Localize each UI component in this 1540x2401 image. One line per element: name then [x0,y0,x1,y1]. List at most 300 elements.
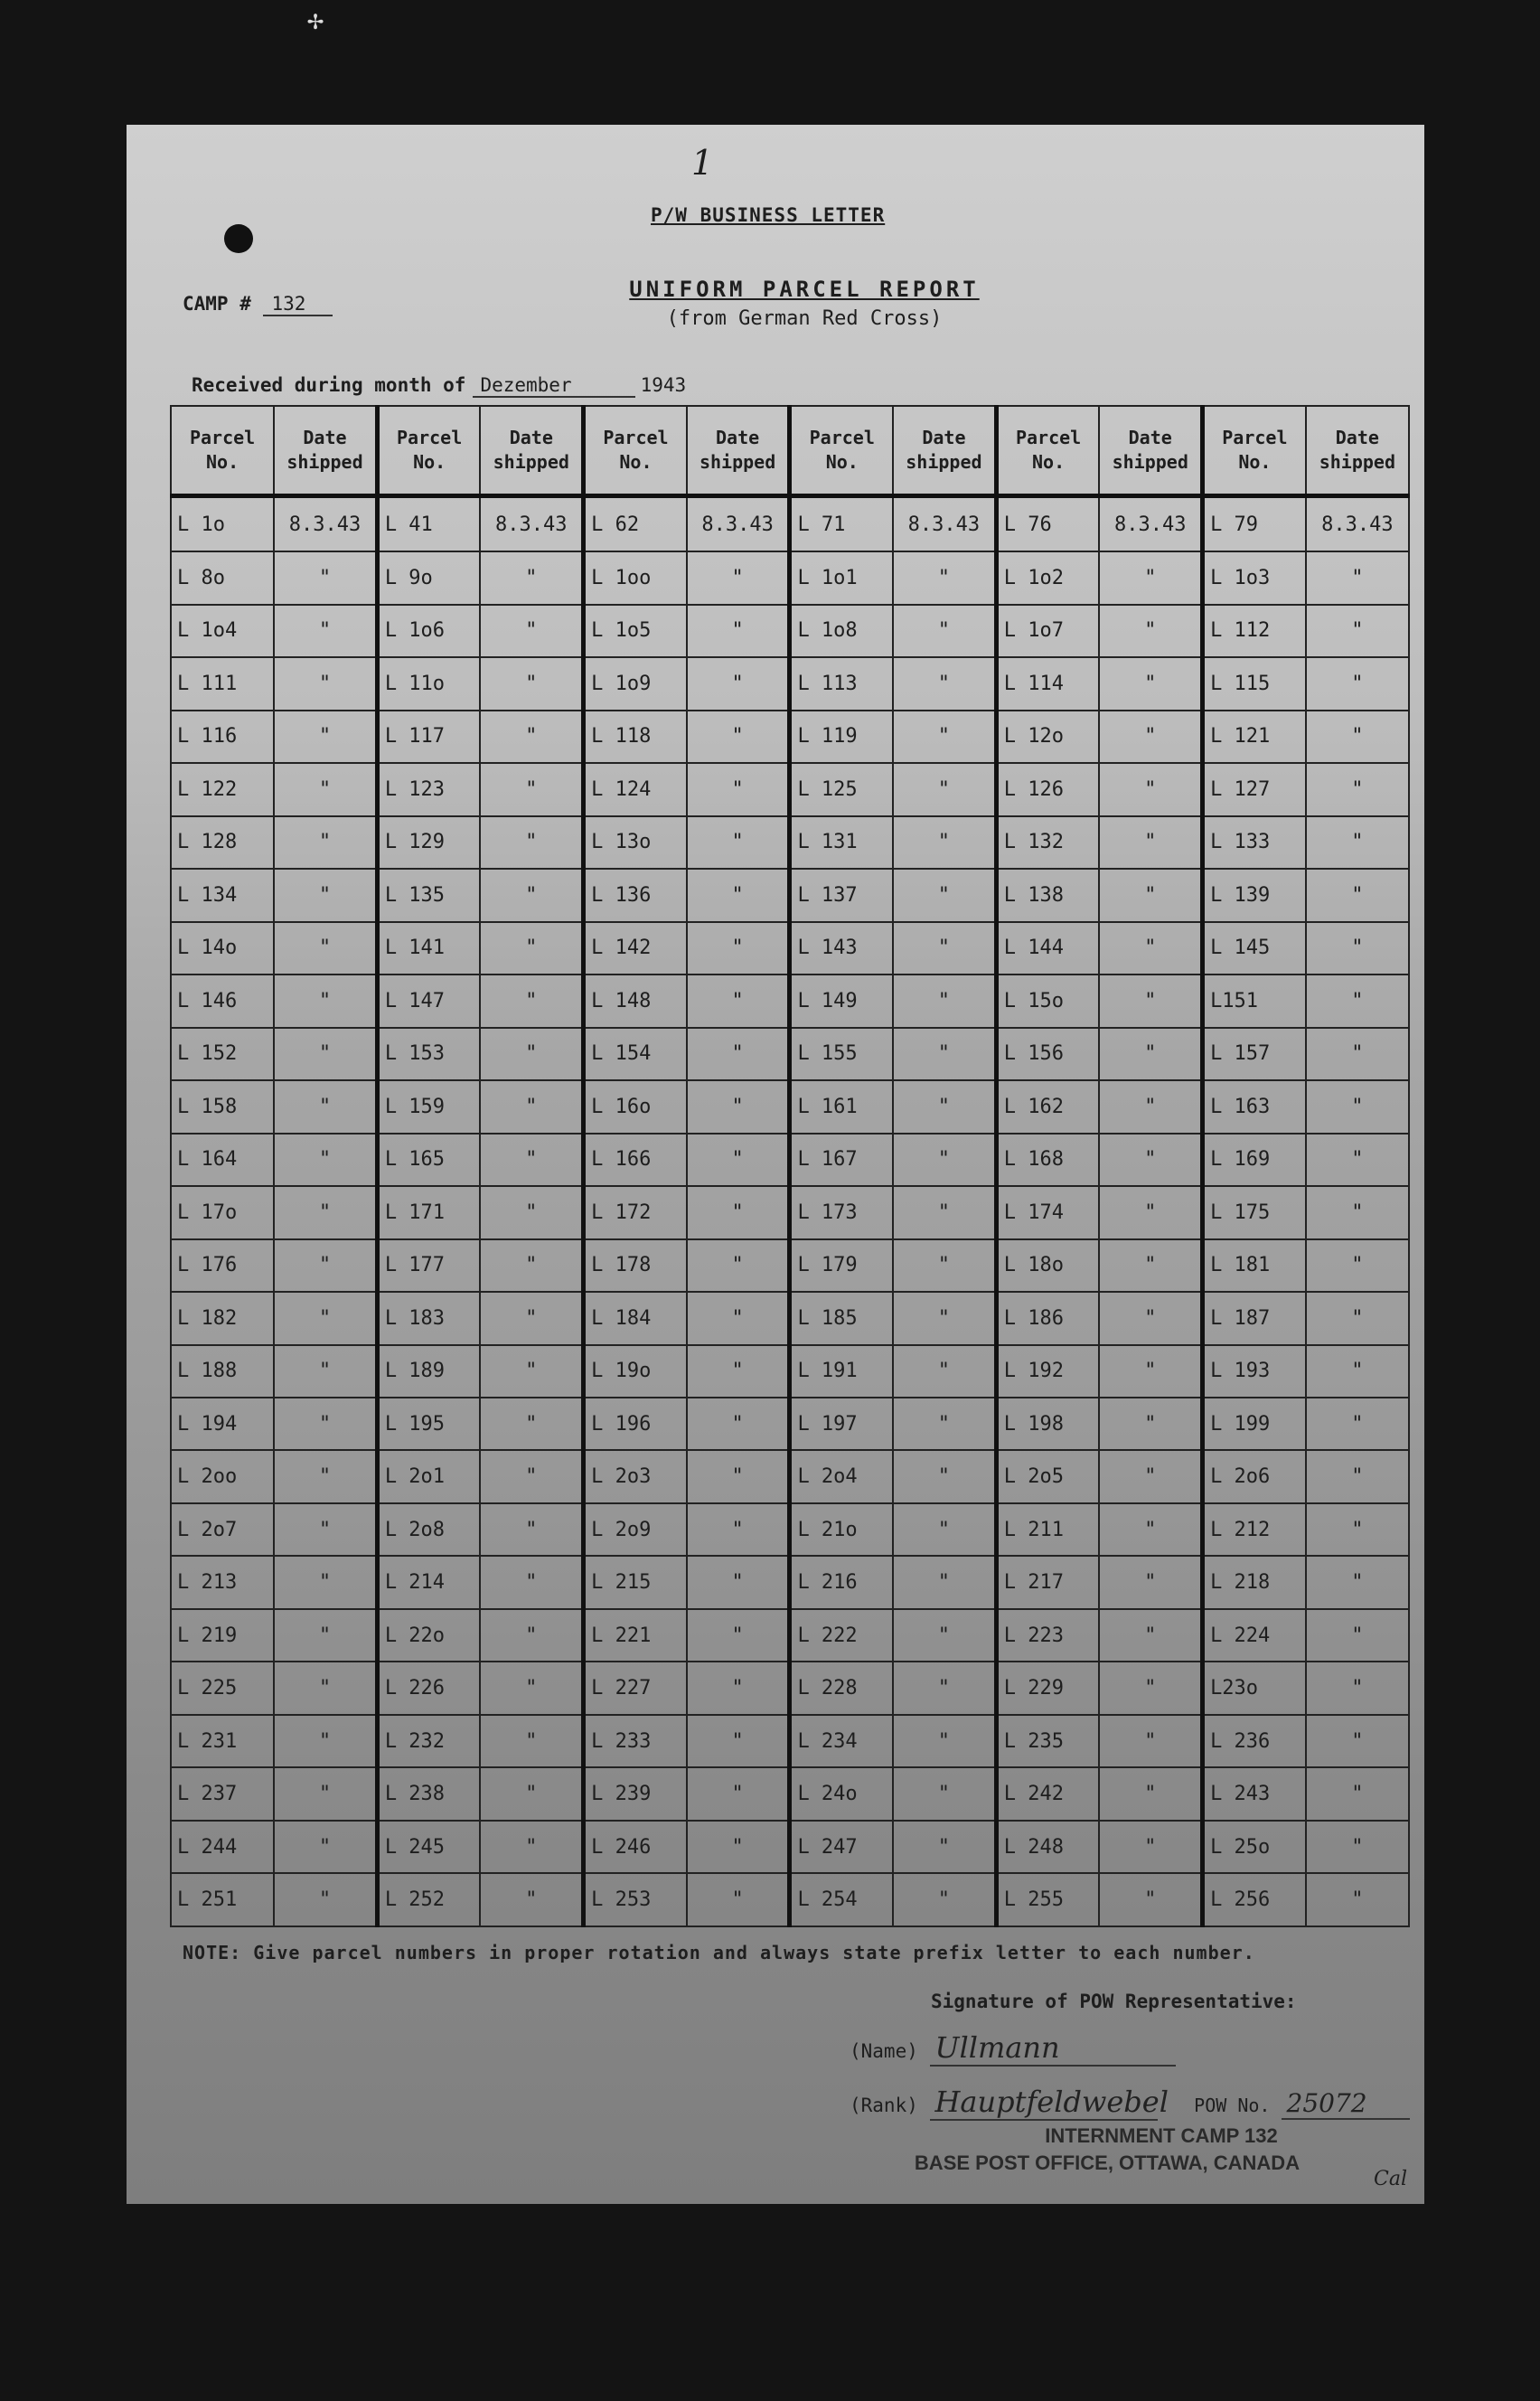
date-shipped-cell: " [1306,1873,1409,1926]
parcel-table-header [171,406,1409,496]
parcel-number-cell: L 41 [377,496,480,552]
date-shipped-cell: " [274,763,377,815]
parcel-number-cell: L151 [1203,975,1306,1027]
table-row [171,1292,1409,1344]
table-row [171,1503,1409,1556]
parcel-number-cell: L 236 [1203,1715,1306,1767]
header-text: Date [716,427,760,448]
parcel-number-cell: L 15o [996,975,1099,1027]
parcel-no-header [1203,406,1306,496]
date-shipped-cell: " [893,1556,996,1608]
parcel-number-cell: L 255 [996,1873,1099,1926]
table-row [171,1450,1409,1502]
date-shipped-cell: " [1099,1239,1202,1292]
parcel-number-cell: L 253 [584,1873,687,1926]
parcel-number-cell: L 147 [377,975,480,1027]
date-shipped-cell: " [480,1028,583,1080]
header-text: No. [1238,451,1272,473]
date-shipped-cell: " [1099,816,1202,869]
date-shipped-cell: " [480,1609,583,1662]
date-shipped-cell: " [893,816,996,869]
parcel-number-cell: L 152 [171,1028,274,1080]
parcel-number-cell: L 175 [1203,1186,1306,1238]
parcel-number-cell: L 171 [377,1186,480,1238]
parcel-number-cell: L 181 [1203,1239,1306,1292]
stamp-line-1: INTERNMENT CAMP 132 [1045,2124,1278,2147]
parcel-number-cell: L 246 [584,1821,687,1873]
parcel-number-cell: L 137 [790,869,893,921]
table-row [171,1715,1409,1767]
date-shipped-cell: " [893,1715,996,1767]
parcel-number-cell: L 127 [1203,763,1306,815]
parcel-number-cell: L 167 [790,1134,893,1186]
parcel-number-cell: L 122 [171,763,274,815]
date-shipped-cell: " [1099,1292,1202,1344]
table-row [171,1398,1409,1450]
parcel-number-cell: L 243 [1203,1767,1306,1820]
parcel-number-cell: L 1o9 [584,657,687,710]
parcel-number-cell: L 172 [584,1186,687,1238]
date-shipped-cell: " [480,1134,583,1186]
parcel-number-cell: L 166 [584,1134,687,1186]
date-shipped-cell: " [687,922,790,975]
date-shipped-cell: " [1306,551,1409,604]
table-row [171,657,1409,710]
date-shipped-cell: " [480,1821,583,1873]
date-shipped-cell: " [274,551,377,604]
parcel-number-cell: L 121 [1203,711,1306,763]
parcel-number-cell: L 128 [171,816,274,869]
parcel-number-cell: L 177 [377,1239,480,1292]
parcel-number-cell: L 24o [790,1767,893,1820]
parcel-number-cell: L 213 [171,1556,274,1608]
table-row [171,922,1409,975]
date-shipped-cell: " [687,1186,790,1238]
date-shipped-header [480,406,583,496]
table-row [171,1239,1409,1292]
table-row [171,1767,1409,1820]
header-text: No. [825,451,859,473]
parcel-number-cell: L 183 [377,1292,480,1344]
rank-signature: Hauptfeldwebel [930,2085,1158,2121]
parcel-number-cell: L 1o1 [790,551,893,604]
date-shipped-cell: " [1099,711,1202,763]
date-shipped-cell: " [1099,1345,1202,1398]
header-text: No. [619,451,653,473]
date-shipped-cell: " [687,551,790,604]
date-shipped-cell: " [274,1715,377,1767]
parcel-number-cell: L 225 [171,1662,274,1714]
parcel-number-cell: L 131 [790,816,893,869]
name-signature: Ullmann [930,2030,1176,2067]
date-shipped-header [274,406,377,496]
header-text: shipped [1112,451,1188,473]
table-row [171,975,1409,1027]
parcel-number-cell: L 217 [996,1556,1099,1608]
date-shipped-cell: " [687,1239,790,1292]
date-shipped-cell: " [480,1715,583,1767]
date-shipped-cell: " [480,1186,583,1238]
date-shipped-cell: " [687,763,790,815]
date-shipped-cell: " [893,1450,996,1502]
parcel-number-cell: L 235 [996,1715,1099,1767]
parcel-number-cell: L 2o4 [790,1450,893,1502]
parcel-number-cell: L 2o5 [996,1450,1099,1502]
date-shipped-cell: " [687,1134,790,1186]
parcel-number-cell: L 229 [996,1662,1099,1714]
parcel-number-cell: L 161 [790,1080,893,1133]
table-row [171,1134,1409,1186]
date-shipped-cell: " [1099,1503,1202,1556]
header-text: shipped [493,451,569,473]
date-shipped-cell: " [687,1450,790,1502]
parcel-number-cell: L 157 [1203,1028,1306,1080]
parcel-number-cell: L 134 [171,869,274,921]
parcel-number-cell: L 71 [790,496,893,552]
rank-label: (Rank) [850,2095,918,2116]
date-shipped-cell: " [893,657,996,710]
date-shipped-cell: " [687,1609,790,1662]
parcel-number-cell: L 191 [790,1345,893,1398]
parcel-number-cell: L 148 [584,975,687,1027]
header-text: shipped [906,451,982,473]
parcel-number-cell: L 2oo [171,1450,274,1502]
parcel-number-cell: L 126 [996,763,1099,815]
parcel-number-cell: L 184 [584,1292,687,1344]
date-shipped-cell: " [1306,1662,1409,1714]
date-shipped-cell: " [1099,975,1202,1027]
date-shipped-cell: " [1306,605,1409,657]
parcel-number-cell: L 165 [377,1134,480,1186]
parcel-number-cell: L 136 [584,869,687,921]
date-shipped-cell: " [687,1080,790,1133]
parcel-number-cell: L 186 [996,1292,1099,1344]
table-row [171,1186,1409,1238]
parcel-no-header [790,406,893,496]
parcel-number-cell: L 228 [790,1662,893,1714]
date-shipped-cell: " [274,1767,377,1820]
date-shipped-cell: " [274,1821,377,1873]
date-shipped-cell: " [687,657,790,710]
parcel-number-cell: L 149 [790,975,893,1027]
date-shipped-cell: " [687,1028,790,1080]
header-text: Date [1335,427,1379,448]
date-shipped-cell: " [480,605,583,657]
date-shipped-cell: " [1306,1398,1409,1450]
punch-hole [224,224,253,253]
date-shipped-cell: " [480,1398,583,1450]
date-shipped-cell: " [480,1503,583,1556]
date-shipped-cell: " [480,657,583,710]
parcel-number-cell: L 2o1 [377,1450,480,1502]
date-shipped-cell: " [1306,1134,1409,1186]
parcel-number-cell: L 135 [377,869,480,921]
parcel-number-cell: L 216 [790,1556,893,1608]
date-shipped-cell: " [480,1292,583,1344]
parcel-number-cell: L 115 [1203,657,1306,710]
parcel-number-cell: L 245 [377,1821,480,1873]
date-shipped-cell: " [893,869,996,921]
parcel-number-cell: L 223 [996,1609,1099,1662]
parcel-number-cell: L 211 [996,1503,1099,1556]
date-shipped-cell: " [1099,1028,1202,1080]
parcel-number-cell: L 133 [1203,816,1306,869]
date-shipped-cell: " [1306,1292,1409,1344]
rank-row [850,2085,1410,2121]
parcel-number-cell: L 116 [171,711,274,763]
parcel-no-header [584,406,687,496]
date-shipped-cell: " [274,1186,377,1238]
date-shipped-cell: " [1099,1715,1202,1767]
date-shipped-cell: " [893,1186,996,1238]
parcel-number-cell: L 2o3 [584,1450,687,1502]
parcel-number-cell: L 12o [996,711,1099,763]
date-shipped-cell: " [274,922,377,975]
parcel-number-cell: L 176 [171,1239,274,1292]
stamp-line-2: BASE POST OFFICE, OTTAWA, CANADA [914,2151,1301,2174]
parcel-number-cell: L 178 [584,1239,687,1292]
camp-stamp [914,2123,1365,2177]
instruction-note: NOTE: Give parcel numbers in proper rotation and always state prefix letter to each number. [183,1942,1255,1963]
parcel-number-cell: L 189 [377,1345,480,1398]
parcel-number-cell: L 13o [584,816,687,869]
date-shipped-cell: " [1306,869,1409,921]
date-shipped-cell: " [893,1134,996,1186]
parcel-number-cell: L 221 [584,1609,687,1662]
parcel-number-cell: L 158 [171,1080,274,1133]
date-shipped-cell: " [1099,1134,1202,1186]
parcel-number-cell: L 117 [377,711,480,763]
parcel-number-cell: L 215 [584,1556,687,1608]
parcel-number-cell: L 239 [584,1767,687,1820]
parcel-number-cell: L 22o [377,1609,480,1662]
parcel-number-cell: L 1o8 [790,605,893,657]
parcel-number-cell: L 1o7 [996,605,1099,657]
date-shipped-cell: " [893,711,996,763]
table-row [171,1821,1409,1873]
table-row [171,1028,1409,1080]
date-shipped-cell: " [1099,1767,1202,1820]
table-row [171,869,1409,921]
header-text: Date [303,427,347,448]
date-shipped-header [1306,406,1409,496]
parcel-number-cell: L 162 [996,1080,1099,1133]
date-shipped-cell: " [1099,551,1202,604]
date-shipped-cell: " [1099,1662,1202,1714]
parcel-number-cell: L 2o6 [1203,1450,1306,1502]
parcel-number-cell: L 8o [171,551,274,604]
date-shipped-cell: " [1306,1503,1409,1556]
date-shipped-cell: " [480,1239,583,1292]
date-shipped-cell: " [687,1503,790,1556]
parcel-number-cell: L 125 [790,763,893,815]
parcel-number-cell: L 237 [171,1767,274,1820]
name-row [850,2030,1176,2067]
date-shipped-cell: " [274,1556,377,1608]
parcel-number-cell: L 252 [377,1873,480,1926]
parcel-number-cell: L 251 [171,1873,274,1926]
parcel-number-cell: L 76 [996,496,1099,552]
date-shipped-cell: " [274,657,377,710]
date-shipped-cell: " [274,1292,377,1344]
date-shipped-cell: " [274,1134,377,1186]
parcel-number-cell: L 2o7 [171,1503,274,1556]
header-text: Parcel [809,427,875,448]
table-row [171,711,1409,763]
parcel-no-header [377,406,480,496]
date-shipped-cell: 8.3.43 [893,496,996,552]
date-shipped-cell: " [480,711,583,763]
date-shipped-cell: " [480,1873,583,1926]
parcel-no-header [171,406,274,496]
parcel-number-cell: L 25o [1203,1821,1306,1873]
parcel-number-cell: L 1o4 [171,605,274,657]
report-heading [587,277,1021,330]
parcel-number-cell: L 14o [171,922,274,975]
parcel-number-cell: L 188 [171,1345,274,1398]
table-row [171,605,1409,657]
parcel-number-cell: L 123 [377,763,480,815]
date-shipped-cell: " [687,816,790,869]
parcel-number-cell: L 79 [1203,496,1306,552]
parcel-number-cell: L 163 [1203,1080,1306,1133]
parcel-number-cell: L 112 [1203,605,1306,657]
parcel-number-cell: L 168 [996,1134,1099,1186]
date-shipped-cell: " [274,816,377,869]
date-shipped-cell: " [687,605,790,657]
date-shipped-cell: " [893,551,996,604]
pow-number-field [1194,2088,1409,2118]
date-shipped-cell: " [1099,1873,1202,1926]
parcel-number-cell: L 218 [1203,1556,1306,1608]
parcel-number-cell: L 198 [996,1398,1099,1450]
date-shipped-cell: " [274,1609,377,1662]
parcel-number-cell: L 111 [171,657,274,710]
date-shipped-cell: " [1306,1450,1409,1502]
date-shipped-cell: " [687,1821,790,1873]
pow-label: POW No. [1194,2095,1271,2116]
parcel-number-cell: L 182 [171,1292,274,1344]
date-shipped-cell: " [1306,1186,1409,1238]
date-shipped-cell: " [1099,869,1202,921]
parcel-number-cell: L 214 [377,1556,480,1608]
date-shipped-cell: " [274,605,377,657]
parcel-number-cell: L 155 [790,1028,893,1080]
header-text: shipped [699,451,776,473]
parcel-number-cell: L 212 [1203,1503,1306,1556]
parcel-no-header [996,406,1099,496]
parcel-number-cell: L 1o [171,496,274,552]
date-shipped-cell: " [1099,657,1202,710]
parcel-number-cell: L 141 [377,922,480,975]
date-shipped-cell: " [1306,1239,1409,1292]
date-shipped-cell: " [687,711,790,763]
date-shipped-cell: " [274,1080,377,1133]
date-shipped-cell: " [274,1398,377,1450]
page-number-mark: 1 [691,143,714,183]
parcel-number-cell: L 119 [790,711,893,763]
parcel-number-cell: L 248 [996,1821,1099,1873]
parcel-number-cell: L 17o [171,1186,274,1238]
name-label: (Name) [850,2040,918,2062]
header-text: No. [1032,451,1066,473]
date-shipped-cell: " [893,1821,996,1873]
date-shipped-cell: " [1099,922,1202,975]
parcel-number-cell: L 132 [996,816,1099,869]
parcel-number-cell: L 196 [584,1398,687,1450]
parcel-number-cell: L 256 [1203,1873,1306,1926]
date-shipped-cell: " [893,1292,996,1344]
date-shipped-cell: " [274,1662,377,1714]
date-shipped-cell: " [893,1503,996,1556]
parcel-number-cell: L 234 [790,1715,893,1767]
parcel-number-cell: L 232 [377,1715,480,1767]
parcel-number-cell: L 145 [1203,922,1306,975]
parcel-number-cell: L 1o3 [1203,551,1306,604]
pow-number: 25072 [1282,2088,1410,2120]
parcel-number-cell: L 222 [790,1609,893,1662]
parcel-number-cell: L 146 [171,975,274,1027]
header-text: shipped [1319,451,1395,473]
camp-field [183,293,333,315]
header-text: Parcel [603,427,669,448]
date-shipped-cell: " [274,1873,377,1926]
date-shipped-cell: " [893,1873,996,1926]
parcel-number-cell: L 173 [790,1186,893,1238]
date-shipped-cell: " [274,1239,377,1292]
date-shipped-cell: " [893,1662,996,1714]
date-shipped-cell: " [1099,1450,1202,1502]
table-row [171,1609,1409,1662]
parcel-number-cell: L 129 [377,816,480,869]
header-text: shipped [286,451,363,473]
date-shipped-cell: " [274,1345,377,1398]
date-shipped-cell: " [480,1767,583,1820]
date-shipped-cell: " [893,1345,996,1398]
date-shipped-cell: " [893,922,996,975]
date-shipped-cell: " [274,711,377,763]
parcel-number-cell: L 227 [584,1662,687,1714]
date-shipped-cell: 8.3.43 [1306,496,1409,552]
header-row [171,406,1409,496]
date-shipped-cell: " [1306,1767,1409,1820]
table-row [171,816,1409,869]
date-shipped-cell: " [274,1450,377,1502]
date-shipped-cell: " [274,869,377,921]
parcel-number-cell: L 164 [171,1134,274,1186]
date-shipped-cell: " [1099,605,1202,657]
parcel-number-cell: L 62 [584,496,687,552]
parcel-number-cell: L 195 [377,1398,480,1450]
date-shipped-cell: " [1306,711,1409,763]
header-text: No. [206,451,239,473]
date-shipped-cell: " [480,869,583,921]
parcel-number-cell: L 138 [996,869,1099,921]
date-shipped-cell: " [480,816,583,869]
parcel-number-cell: L 118 [584,711,687,763]
parcel-number-cell: L23o [1203,1662,1306,1714]
parcel-number-cell: L 9o [377,551,480,604]
parcel-number-cell: L 114 [996,657,1099,710]
date-shipped-cell: " [1099,1609,1202,1662]
parcel-number-cell: L 11o [377,657,480,710]
parcel-number-cell: L 18o [996,1239,1099,1292]
camp-number: 132 [263,293,333,316]
parcel-number-cell: L 174 [996,1186,1099,1238]
parcel-number-cell: L 1o2 [996,551,1099,604]
date-shipped-cell: " [274,1028,377,1080]
parcel-table-body [171,496,1409,1927]
